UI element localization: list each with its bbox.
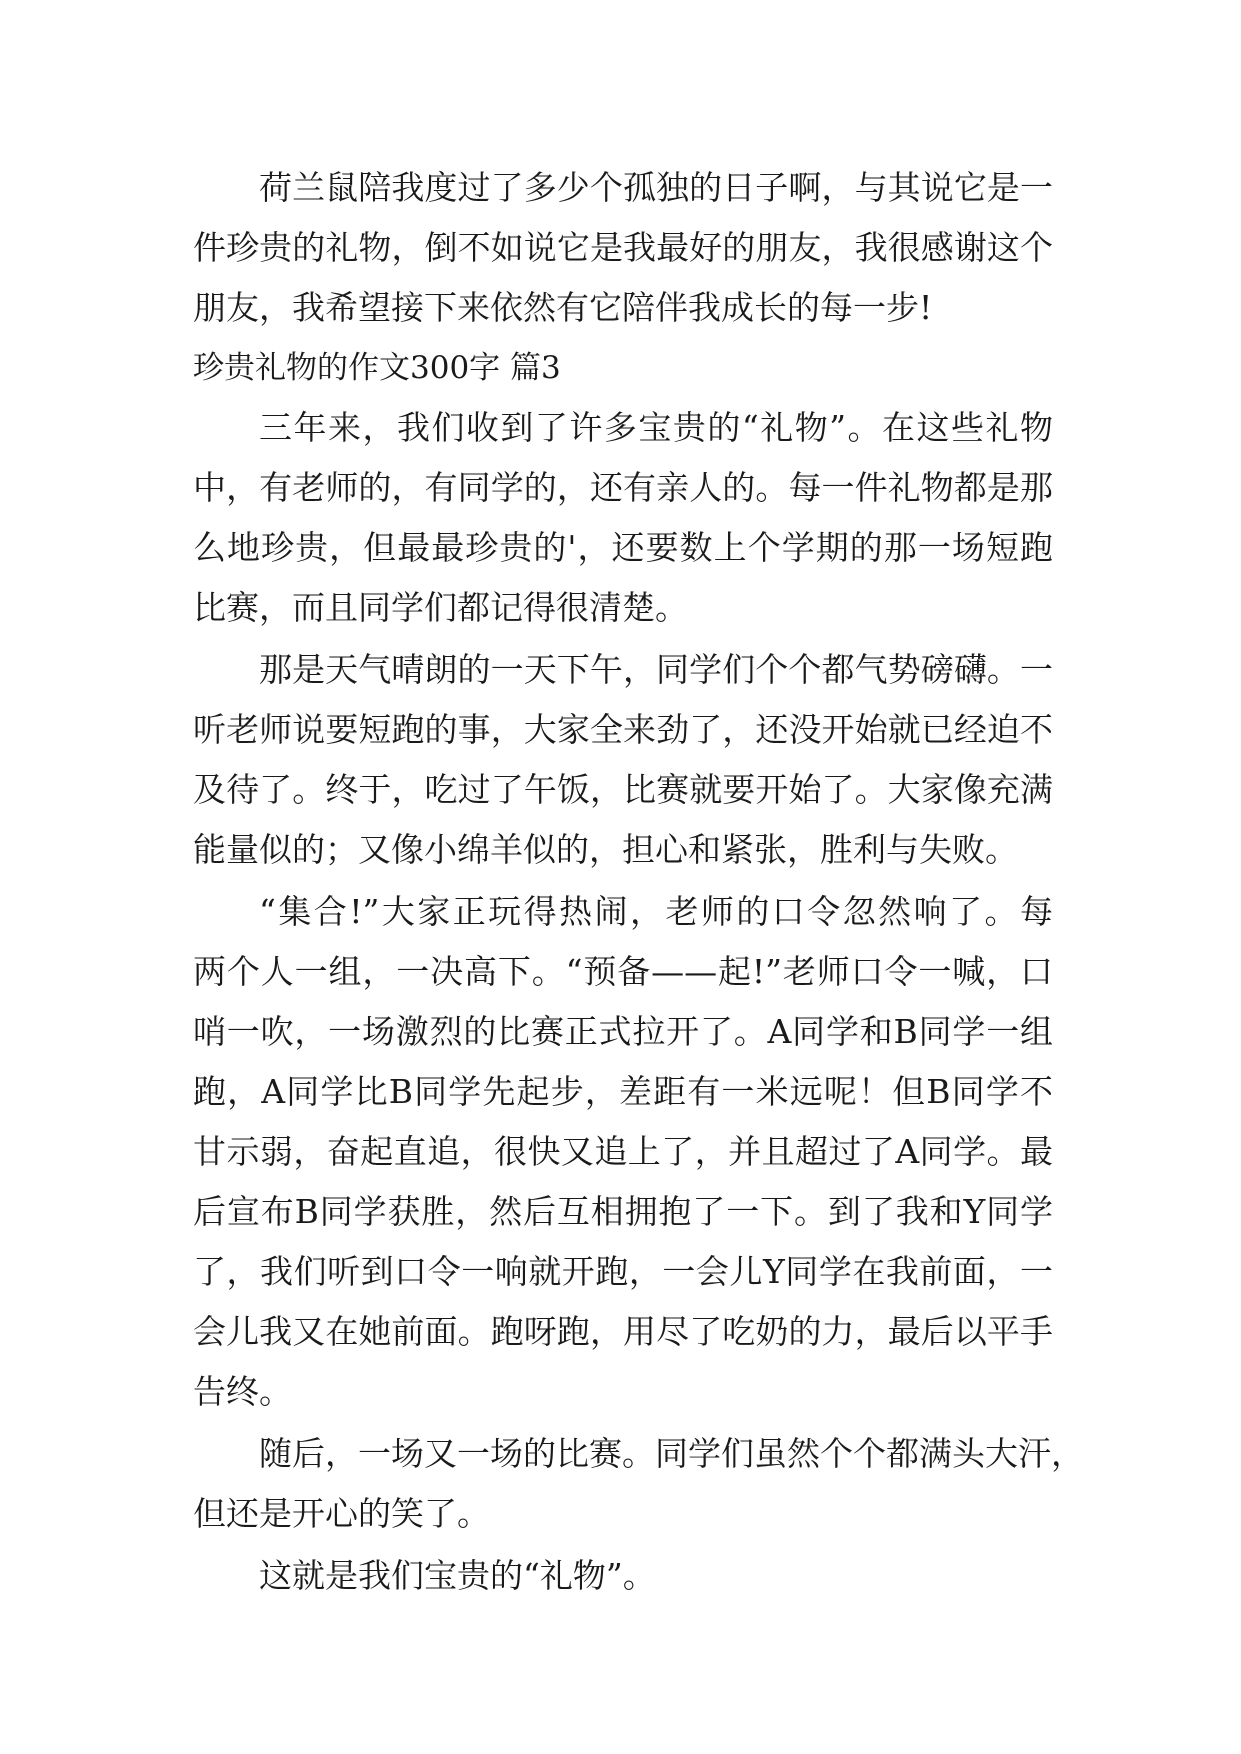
text-line: 件珍贵的礼物，倒不如说它是我最好的朋友，我很感谢这个: [193, 228, 1053, 267]
text-line: 能量似的；又像小绵羊似的，担心和紧张，胜利与失败。: [193, 830, 1018, 869]
text-line: 比赛，而且同学们都记得很清楚。: [193, 588, 688, 627]
text-line: 但还是开心的笑了。: [193, 1494, 490, 1533]
text-line: 了，我们听到口令一响就开跑，一会儿Y同学在我前面，一: [193, 1252, 1053, 1291]
text-line: 这就是我们宝贵的“礼物”。: [259, 1556, 656, 1595]
text-line: 随后，一场又一场的比赛。同学们虽然个个都满头大汗，: [259, 1434, 1084, 1473]
text-line: 三年来，我们收到了许多宝贵的“礼物”。在这些礼物: [259, 408, 1053, 447]
text-line: 及待了。终于，吃过了午饭，比赛就要开始了。大家像充满: [193, 770, 1053, 809]
text-line: 会儿我又在她前面。跑呀跑，用尽了吃奶的力，最后以平手: [193, 1312, 1053, 1351]
text-line: 哨一吹，一场激烈的比赛正式拉开了。A同学和B同学一组: [193, 1012, 1053, 1051]
text-line: “集合!”大家正玩得热闹，老师的口令忽然响了。每: [259, 892, 1053, 931]
text-line: 甘示弱，奋起直追，很快又追上了，并且超过了A同学。最: [193, 1132, 1053, 1171]
text-line: 荷兰鼠陪我度过了多少个孤独的日子啊，与其说它是一: [259, 168, 1053, 207]
text-line: 那是天气晴朗的一天下午，同学们个个都气势磅礴。一: [259, 650, 1053, 689]
section-heading: 珍贵礼物的作文300字 篇3: [193, 350, 561, 386]
text-line: 听老师说要短跑的事，大家全来劲了，还没开始就已经迫不: [193, 710, 1053, 749]
text-line: 么地珍贵，但最最珍贵的'，还要数上个学期的那一场短跑: [193, 528, 1053, 567]
text-line: 告终。: [193, 1372, 292, 1411]
text-line: 朋友，我希望接下来依然有它陪伴我成长的每一步!: [193, 288, 933, 327]
text-line: 跑，A同学比B同学先起步，差距有一米远呢！但B同学不: [193, 1072, 1053, 1111]
text-line: 后宣布B同学获胜，然后互相拥抱了一下。到了我和Y同学: [193, 1192, 1053, 1231]
text-line: 中，有老师的，有同学的，还有亲人的。每一件礼物都是那: [193, 468, 1053, 507]
text-line: 两个人一组，一决高下。“预备——起!”老师口令一喊，口: [193, 952, 1053, 991]
